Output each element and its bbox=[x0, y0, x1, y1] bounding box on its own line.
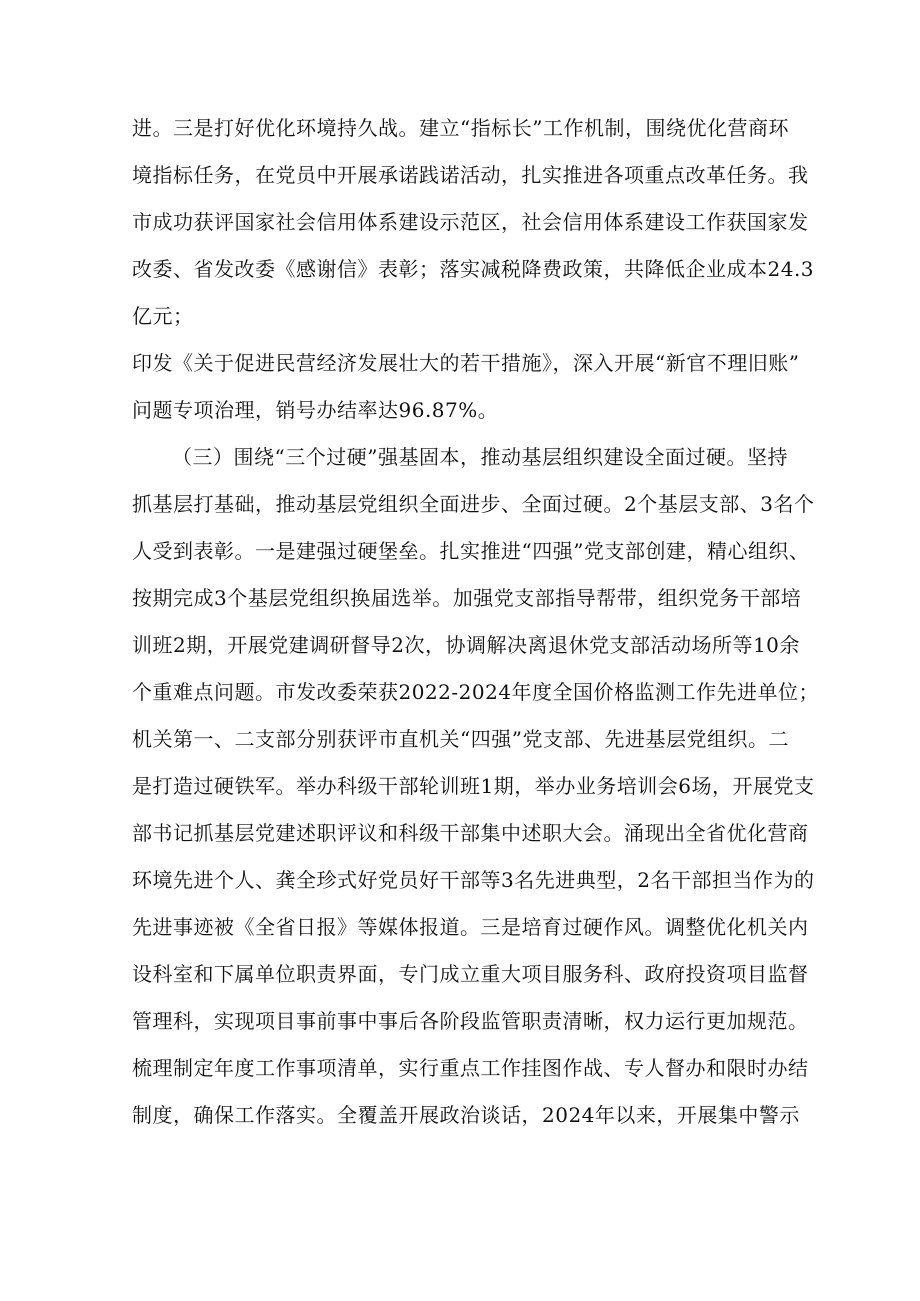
text-line: 先进事迹被《全省日报》等媒体报道。三是培育过硬作风。调整优化机关内 bbox=[132, 915, 809, 939]
text-line: 进。三是打好优化环境持久战。建立“指标长”工作机制，围绕优化营商环 bbox=[132, 116, 789, 140]
text-line: 境指标任务，在党员中开展承诺践诺活动，扎实推进各项重点改革任务。我 bbox=[132, 163, 809, 187]
text-line: 部书记抓基层党建述职评议和科级干部集中述职大会。涌现出全省优化营商 bbox=[132, 821, 809, 845]
text-line: 梳理制定年度工作事项清单，实行重点工作挂图作战、专人督办和限时办结 bbox=[132, 1056, 809, 1080]
text-line: 亿元； bbox=[132, 304, 194, 328]
text-line: 个重难点问题。市发改委荣获2022-2024年度全国价格监测工作先进单位； bbox=[132, 680, 820, 704]
text-line: 抓基层打基础，推动基层党组织全面进步、全面过硬。2个基层支部、3名个 bbox=[132, 492, 815, 516]
text-line: 管理科，实现项目事前事中事后各阶段监管职责清晰，权力运行更加规范。 bbox=[132, 1009, 809, 1033]
text-line: 训班2期，开展党建调研督导2次，协调解决离退休党支部活动场所等10余 bbox=[132, 633, 800, 657]
text-line: 印发《关于促进民营经济发展壮大的若干措施》，深入开展“新官不理旧账” bbox=[132, 351, 800, 375]
text-line: 问题专项治理，销号办结率达96.87%。 bbox=[132, 398, 499, 422]
text-line: 制度，确保工作落实。全覆盖开展政治谈话，2024年以来，开展集中警示 bbox=[132, 1103, 800, 1127]
text-line: 按期完成3个基层党组织换届选举。加强党支部指导帮带，组织党务干部培 bbox=[132, 586, 802, 610]
text-line: 改委、省发改委《感谢信》表彰；落实减税降费政策，共降低企业成本24.3 bbox=[132, 257, 815, 281]
text-line: 设科室和下属单位职责界面，专门成立重大项目服务科、政府投资项目监督 bbox=[132, 962, 809, 986]
text-line: 人受到表彰。一是建强过硬堡垒。扎实推进“四强”党支部创建，精心组织、 bbox=[132, 539, 810, 563]
text-line: 市成功获评国家社会信用体系建设示范区，社会信用体系建设工作获国家发 bbox=[132, 210, 809, 234]
text-line: 环境先进个人、龚全珍式好党员好干部等3名先进典型，2名干部担当作为的 bbox=[132, 868, 815, 892]
text-line: 是打造过硬铁军。举办科级干部轮训班1期，举办业务培训会6场，开展党支 bbox=[132, 774, 815, 798]
text-line: 机关第一、二支部分别获评市直机关“四强”党支部、先进基层党组织。二 bbox=[132, 727, 789, 751]
paragraph-first-line: （三）围绕“三个过硬”强基固本，推动基层组织建设全面过硬。坚持 bbox=[172, 445, 788, 469]
